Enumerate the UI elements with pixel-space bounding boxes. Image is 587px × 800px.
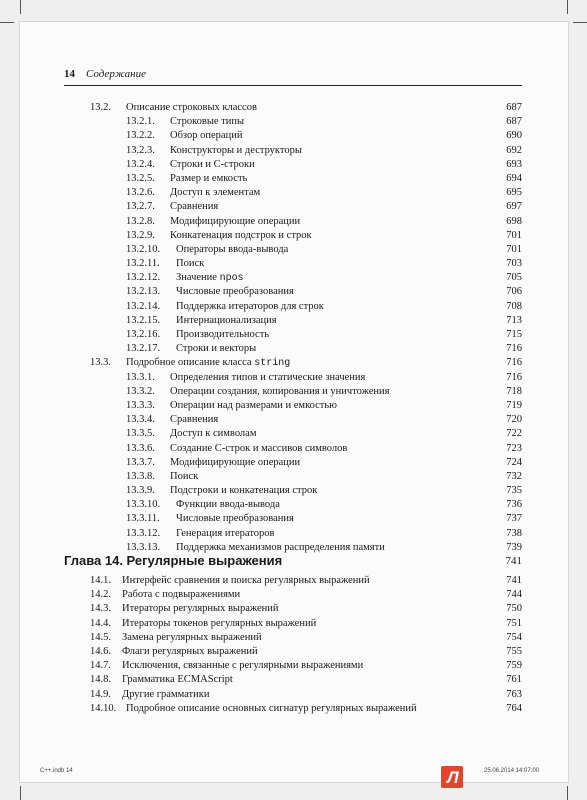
toc-entry-page: 716 — [506, 357, 522, 369]
toc-entry-title-text: Доступ к символам — [170, 428, 257, 440]
toc-entry-title — [170, 442, 347, 456]
toc-entry-title-text: Сравнения — [170, 201, 219, 213]
toc-entry — [64, 342, 522, 356]
toc-entry-title-text: Поддержка итераторов для строк — [176, 300, 324, 312]
toc-entry-title-text: Производительность — [176, 329, 270, 340]
toc-entry-number: 14.10. — [90, 702, 117, 714]
toc-entry-title — [122, 688, 210, 702]
toc-entry — [64, 456, 522, 470]
toc-entry — [64, 484, 522, 498]
toc-entry-title — [170, 484, 317, 498]
toc-entry-page: 703 — [506, 258, 522, 270]
toc-entry-page: 763 — [506, 688, 522, 700]
toc-entry — [64, 631, 522, 645]
toc-entry-page: 690 — [506, 130, 522, 142]
toc-entry-title — [126, 702, 417, 716]
toc-entry-title — [176, 342, 256, 356]
toc-entry-number: 13.2.12. — [126, 272, 161, 284]
toc-entry — [64, 371, 522, 385]
toc-entry-number: 14.6. — [90, 645, 111, 657]
toc-entry — [64, 300, 522, 314]
toc-entry — [64, 512, 522, 526]
toc-entry-page: 736 — [506, 499, 522, 511]
toc-entry-page: 722 — [506, 428, 522, 440]
toc-entry — [64, 243, 522, 257]
toc-entry-number: 13.3.10. — [126, 499, 161, 511]
toc-entry — [64, 659, 522, 673]
toc-entry — [64, 285, 522, 299]
toc-entry-title — [176, 257, 204, 271]
toc-entry-page: 701 — [506, 243, 522, 255]
toc-entry-number: 14.9. — [90, 688, 111, 700]
toc-entry-title-text: Функции ввода-вывода — [176, 499, 280, 511]
toc-entry-title — [176, 527, 274, 541]
toc-entry-number: 13.2.8. — [126, 215, 155, 227]
toc-entry — [64, 442, 522, 456]
toc-entry-title-text: Операторы ввода-вывода — [176, 243, 289, 255]
toc-entry-title-text: Сравнения — [170, 414, 219, 426]
toc-entry-title-text: Строковые типы — [170, 116, 245, 128]
toc-entry-number: 13.2.2. — [126, 130, 155, 142]
toc-entry — [64, 702, 522, 716]
toc-entry-title-text: Итераторы токенов регулярных выражений — [122, 617, 317, 629]
toc-entry-number: 13.2.14. — [126, 300, 161, 312]
toc-entry-title — [170, 215, 300, 229]
toc-entry-number: 14.8. — [90, 674, 111, 686]
toc-entry-page: 719 — [506, 399, 522, 411]
toc-entry — [64, 427, 522, 441]
toc-chapter-14 — [64, 574, 522, 716]
toc-entry-number: 13.2.7. — [126, 201, 155, 213]
toc-entry-title — [176, 328, 269, 342]
toc-entry-title — [122, 673, 233, 687]
toc-entry-page: 708 — [506, 300, 522, 312]
toc-entry-title-text: Строки и векторы — [176, 343, 257, 355]
toc-entry-title-text: Определения типов и статические значения — [170, 371, 366, 383]
toc-entry — [64, 200, 522, 214]
toc-entry-page: 750 — [506, 603, 522, 615]
toc-entry-title — [170, 186, 260, 200]
toc-entry-title-text: Грамматика ECMAScript — [122, 674, 233, 686]
toc-entry — [64, 588, 522, 602]
toc-entry — [64, 413, 522, 427]
toc-entry-title — [176, 512, 294, 526]
toc-entry-page: 715 — [506, 329, 522, 340]
toc-entry — [64, 356, 522, 370]
toc-entry-number: 14.4. — [90, 617, 111, 629]
toc-entry-page: 706 — [506, 286, 522, 298]
toc-entry-title-text: Значение — [176, 272, 220, 284]
toc-entry-title-text: Модифицирующие операции — [170, 456, 301, 468]
toc-entry — [64, 271, 522, 285]
toc-entry-title-text: Операции создания, копирования и уничтожения — [170, 385, 390, 397]
header-rule — [64, 85, 522, 86]
toc-entry-title — [122, 588, 240, 602]
toc-entry-number: 13.3.6. — [126, 442, 155, 454]
toc-entry-title-text: Подробное описание класса — [126, 357, 255, 369]
toc-entry-title — [170, 172, 247, 186]
toc-entry-page: 741 — [506, 575, 522, 586]
toc-entry-number: 13.3.1. — [126, 371, 155, 383]
toc-entry — [64, 328, 522, 342]
toc-entry-code: string — [254, 358, 291, 370]
toc-entry-page: 739 — [506, 541, 522, 553]
toc-entry-number: 13.2.1. — [126, 116, 155, 128]
toc-entry-page: 738 — [506, 527, 522, 539]
toc-entry-title — [176, 243, 288, 257]
toc-entry — [64, 617, 522, 631]
toc-entry — [64, 574, 522, 588]
toc-entry-title — [176, 285, 294, 299]
toc-entry-code: npos — [219, 273, 244, 285]
toc-entry-page: 737 — [506, 513, 522, 525]
toc-entry-title — [122, 659, 363, 673]
toc-entry-number: 13.2.17. — [126, 343, 161, 355]
crop-mark — [0, 22, 14, 23]
toc-entry-title-text: Описание строковых классов — [126, 102, 257, 113]
toc-entry-page: 735 — [506, 485, 522, 497]
toc-entry-number: 13.3.2. — [126, 385, 155, 397]
toc-entry-page: 755 — [506, 645, 522, 657]
toc-entry-number: 14.2. — [90, 589, 111, 601]
toc-entry-title — [170, 456, 300, 470]
crop-mark — [573, 22, 587, 23]
toc-entry-title-text: Интерфейс сравнения и поиска регулярных выражений — [122, 575, 370, 586]
toc-entry-number: 13.3.5. — [126, 428, 155, 440]
toc-entry — [64, 399, 522, 413]
toc-entry-number: 13.2.15. — [126, 314, 161, 326]
toc-entry-title — [122, 645, 258, 659]
toc-entry-page: 732 — [506, 470, 522, 482]
toc-entry-number: 13.2.10. — [126, 243, 161, 255]
toc-entry-title-text: Создание С-строк и массивов символов — [170, 442, 348, 454]
labirint-logo — [441, 766, 463, 788]
toc-entry-number: 14.7. — [90, 660, 111, 672]
toc-entry-title-text: Другие грамматики — [122, 688, 210, 700]
toc-entry-title-text: Размер и емкость — [170, 172, 248, 184]
toc-entry-title — [170, 115, 244, 129]
toc-entry-title — [176, 498, 280, 512]
toc-entry-page: 716 — [506, 371, 522, 383]
toc-entry-title — [122, 631, 262, 645]
toc-entry-number: 13.3.4. — [126, 414, 155, 426]
toc-entry — [64, 385, 522, 399]
toc-entry-title-text: Числовые преобразования — [176, 286, 294, 298]
chapter-page: 741 — [505, 555, 522, 567]
toc-entry-title — [170, 413, 218, 427]
toc-entry-title-text: Доступ к элементам — [170, 187, 261, 199]
toc-entry-page: 754 — [506, 631, 522, 643]
toc-entry — [64, 498, 522, 512]
logo-letter: Л — [447, 768, 459, 787]
crop-mark — [567, 0, 568, 14]
toc-entry — [64, 602, 522, 616]
toc-entry-title — [176, 300, 324, 314]
toc-entry-title — [170, 200, 218, 214]
toc-entry-title — [126, 101, 257, 115]
toc-entry-number: 13.2.5. — [126, 172, 155, 184]
toc-entry-title-text: Интернационализация — [176, 314, 277, 326]
toc-entry-number: 13.2. — [90, 102, 111, 113]
toc-entry-title-text: Конкатенация подстрок и строк — [170, 229, 312, 241]
toc-entry-title — [176, 314, 277, 328]
toc-entry — [64, 215, 522, 229]
toc-entry-number: 13.3.13. — [126, 541, 161, 553]
toc-entry-number: 13.2.3. — [126, 144, 155, 156]
toc-entry-title — [170, 229, 312, 243]
toc-entry-page: 687 — [506, 116, 522, 128]
toc-entry-title — [122, 617, 316, 631]
crop-mark — [567, 786, 568, 800]
toc-entry-title-text: Подстроки и конкатенация строк — [170, 485, 318, 497]
toc-entry-number: 14.5. — [90, 631, 111, 643]
toc-entry — [64, 186, 522, 200]
toc-entry-title-text: Итераторы регулярных выражений — [122, 603, 279, 615]
toc-entry — [64, 257, 522, 271]
toc-entry-page: 694 — [506, 172, 522, 184]
toc-entry-number: 13.2.6. — [126, 187, 155, 199]
toc-entry-page: 751 — [506, 617, 522, 629]
toc-entry-title — [126, 356, 290, 371]
toc-entry-number: 14.1. — [90, 575, 111, 586]
toc-entry-title-text: Модифицирующие операции — [170, 215, 301, 227]
toc-entry-title-text: Замена регулярных выражений — [122, 631, 262, 643]
toc-entry-title — [170, 385, 389, 399]
toc-entry-title-text: Генерация итераторов — [176, 527, 275, 539]
toc-entry-page: 692 — [506, 144, 522, 156]
toc-entry-number: 13.3.9. — [126, 485, 155, 497]
toc-entry-page: 695 — [506, 187, 522, 199]
crop-mark — [20, 786, 21, 800]
toc-entry-title-text: Строки и С-строки — [170, 158, 255, 170]
toc-entry — [64, 158, 522, 172]
toc-entry — [64, 229, 522, 243]
toc-entry-page: 764 — [506, 702, 522, 714]
toc-entry-number: 13.3.12. — [126, 527, 161, 539]
toc-entry-number: 13.3.11. — [126, 513, 160, 525]
toc-entry-page: 723 — [506, 442, 522, 454]
toc-entry-number: 13.2.11. — [126, 258, 160, 270]
toc-entry-number: 13.3.7. — [126, 456, 155, 468]
toc-entry-page: 720 — [506, 414, 522, 426]
toc-entry-number: 13.2.16. — [126, 329, 161, 340]
toc-entry — [64, 129, 522, 143]
toc-entry-page: 759 — [506, 660, 522, 672]
toc-entry-page: 697 — [506, 201, 522, 213]
toc-entry-page: 698 — [506, 215, 522, 227]
toc-entry-page: 744 — [506, 589, 522, 601]
toc-entry-page: 701 — [506, 229, 522, 241]
toc-entry-title — [170, 427, 256, 441]
toc-entry-page: 713 — [506, 314, 522, 326]
toc-entry-page: 693 — [506, 158, 522, 170]
toc-entry — [64, 144, 522, 158]
toc-entry-title — [170, 158, 255, 172]
toc-entry-page: 716 — [506, 343, 522, 355]
toc-entry-title-text: Подробное описание основных сигнатур регулярных выражений — [126, 702, 417, 714]
toc-entry — [64, 115, 522, 129]
toc-entry-page: 705 — [506, 272, 522, 284]
toc-entry-title-text: Флаги регулярных выражений — [122, 645, 258, 657]
toc-entry-number: 13.3. — [90, 357, 111, 369]
toc-entry-number: 13.3.3. — [126, 399, 155, 411]
toc-entry-title-text: Поиск — [176, 258, 205, 270]
toc-entry-title-text: Исключения, связанные с регулярными выражениями — [122, 660, 364, 672]
toc-entry-title-text: Конструкторы и деструкторы — [170, 144, 302, 156]
footer-timestamp: 25.06.2014 14:07:00 — [484, 768, 540, 774]
toc-entry-title — [122, 602, 279, 616]
chapter-title: Глава 14. Регулярные выражения — [64, 553, 283, 568]
toc-entry-title — [176, 271, 244, 286]
toc-entry-title-text: Обзор операций — [170, 130, 243, 142]
header-page-number: 14 — [64, 68, 75, 80]
toc-entry-page: 724 — [506, 456, 522, 468]
crop-mark — [20, 0, 21, 14]
toc-entry — [64, 314, 522, 328]
toc-section-13 — [64, 101, 522, 555]
toc-entry — [64, 527, 522, 541]
toc-entry-title-text: Поддержка механизмов распределения памяти — [176, 541, 385, 553]
toc-entry — [64, 470, 522, 484]
toc-entry-number: 13.2.4. — [126, 158, 155, 170]
toc-entry-number: 13.2.9. — [126, 229, 155, 241]
toc-entry-number: 14.3. — [90, 603, 111, 615]
toc-entry-page: 761 — [506, 674, 522, 686]
toc-entry-title — [170, 129, 242, 143]
toc-entry-page: 718 — [506, 385, 522, 397]
chapter-heading — [64, 553, 522, 571]
toc-entry — [64, 101, 522, 115]
toc-entry — [64, 172, 522, 186]
toc-entry-title — [170, 399, 337, 413]
toc-entry-number: 13.3.8. — [126, 470, 155, 482]
toc-entry-title-text: Работа с подвыражениями — [122, 589, 241, 601]
footer-file-info: C++.indb 14 — [40, 768, 73, 774]
toc-entry — [64, 645, 522, 659]
toc-entry-title-text: Операции над размерами и емкостью — [170, 399, 338, 411]
toc-entry-title-text: Числовые преобразования — [176, 513, 294, 525]
toc-entry — [64, 673, 522, 687]
toc-entry-title-text: Поиск — [170, 470, 199, 482]
toc-entry-title — [170, 371, 365, 385]
toc-entry-title — [170, 470, 198, 484]
toc-entry — [64, 688, 522, 702]
toc-entry-title — [170, 144, 302, 158]
header-title: Содержание — [86, 68, 147, 80]
toc-entry-title — [122, 574, 370, 588]
toc-entry-page: 687 — [506, 102, 522, 113]
toc-entry-number: 13.2.13. — [126, 286, 161, 298]
